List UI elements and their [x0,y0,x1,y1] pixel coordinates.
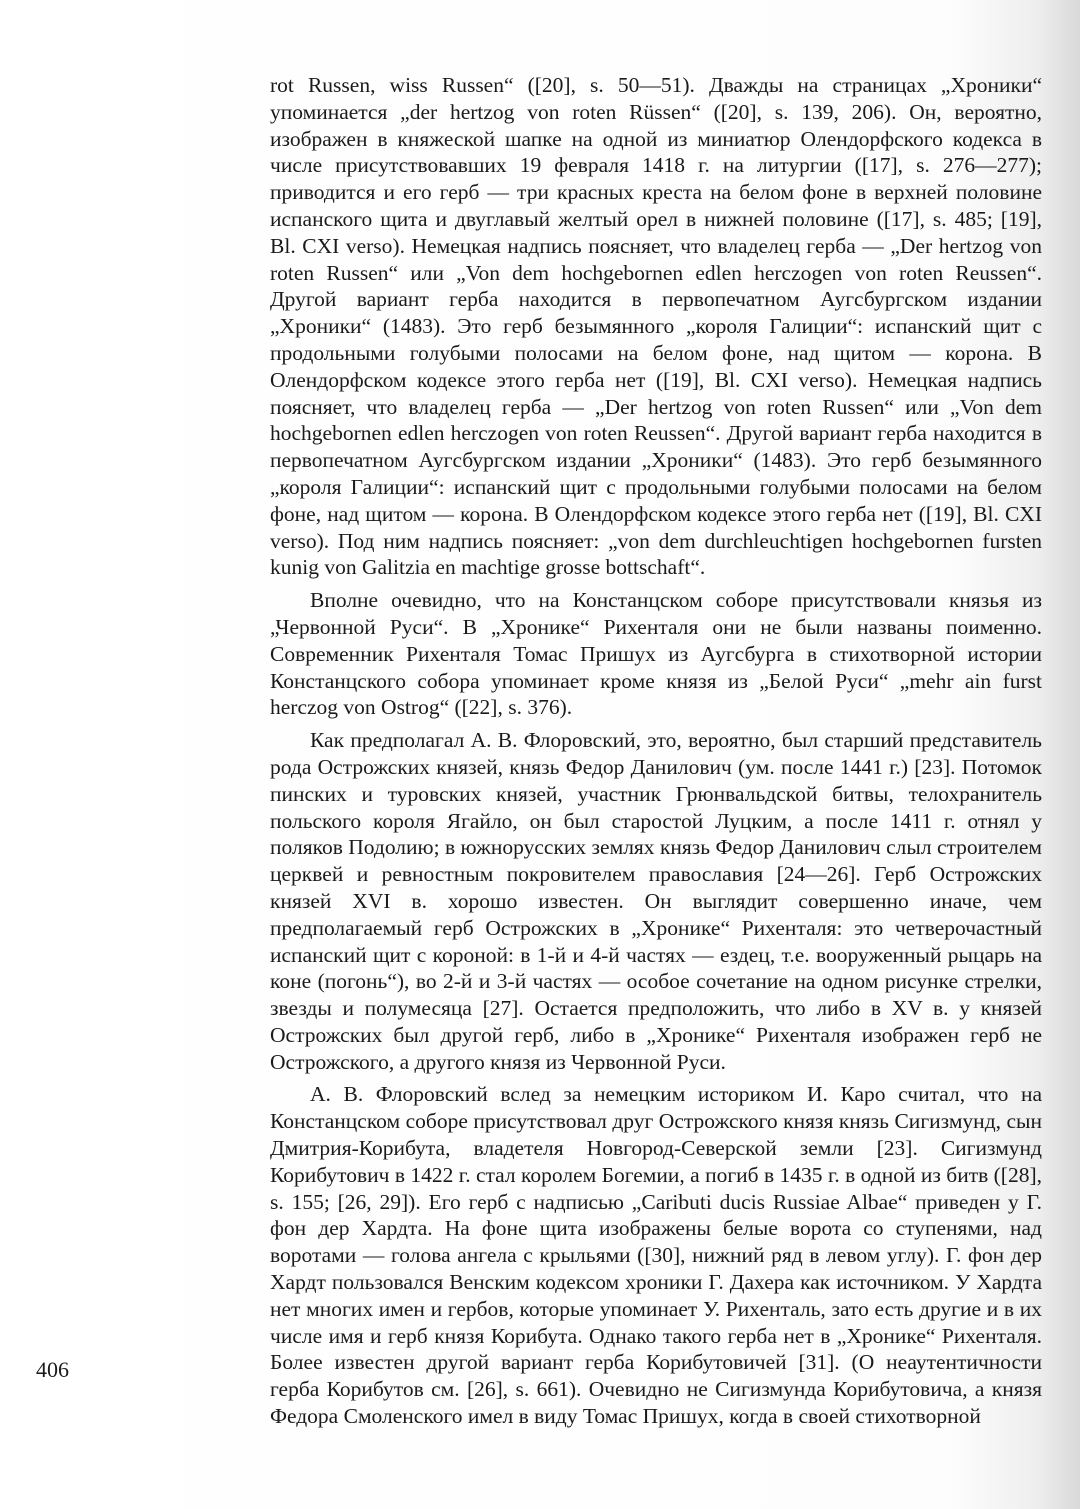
paragraph: rot Russen, wiss Russen“ ([20], s. 50—51). Дважды на страницах „Хроники“ упоминается „der hertzog von roten Rüssen“ ([20], s. 139, 206). Он, вероятно, изображен в княжеской шапке на одной из миниатюр Олендорфского кодекса в числе присутствовавших 19 февраля 1418 г. на литургии ([17], s. 276—277); приводится и его герб — три красных креста на белом фоне в верхней половине испанского щита и двуглавый желтый орел в нижней половине ([17], s. 485; [19], Bl. CXI verso). Немецкая надпись поясняет, что владелец герба — „Der hertzog von roten Russen“ или „Von dem hochgebornen edlen herczogen von roten Reussen“. Другой вариант герба находится в первопечатном Аугсбургском издании „Хроники“ (1483). Это герб безымянного „короля Галиции“: испанский щит с продольными голубыми полосами на белом фоне, над щитом — корона. В Олендорфском кодексе этого герба нет ([19], Bl. CXI verso). Немецкая надпись поясняет, что владелец герба — „Der hertzog von roten Russen“ или „Von dem hochgebornen edlen herczogen von roten Reussen“. Другой вариант герба находится в первопечатном Аугсбургском издании „Хроники“ (1483). Это герб безымянного „короля Галиции“: испанский щит с продольными голубыми полосами на белом фоне, над щитом — корона. В Олендорфском кодексе этого герба нет ([19], Bl. CXI verso). Под ним надпись поясняет: „von dem durchleuchtigen hochgebornen fursten kunig von Galitzia en machtige grosse bottschaft“. [270,73,1042,580]
page-number: 406 [36,1357,69,1382]
paragraph: Вполне очевидно, что на Констанцском соборе присутствовали князья из „Червонной Руси“. В „Хронике“ Рихенталя они не были названы поименно. Современник Рихенталя Томас Пришух из Аугсбурга в стихотворной истории Констанцского собора упоминает кроме князя из „Белой Руси“ „mehr ain furst herczog von Ostrog“ ([22], s. 376). [270,588,1042,720]
body-text [270,72,1042,1430]
paragraph: Как предполагал А. В. Флоровский, это, вероятно, был старший представитель рода Острожских князей, князь Федор Данилович (ум. после 1441 г.) [23]. Потомок пинских и туровских князей, участник Грюнвальдской битвы, телохранитель польского короля Ягайло, он был старостой Луцким, а после 1411 г. отнял у поляков Подолию; в южнорусских землях князь Федор Данилович слыл строителем церквей и ревностным покровителем православия [24—26]. Герб Острожских князей XVI в. хорошо известен. Он выглядит совершенно иначе, чем предполагаемый герб Острожских в „Хронике“ Рихенталя: это четверочастный испанский щит с короной: в 1-й и 4-й частях — ездец, т.е. вооруженный рыцарь на коне (погонь“), во 2-й и 3-й частях — особое сочетание на одном рисунке стрелки, звезды и полумесяца [27]. Остается предположить, что либо в XV в. у князей Острожских был другой герб, либо в „Хронике“ Рихенталя изображен герб не Острожского, а другого князя из Червонной Руси. [270,728,1042,1074]
paragraph: А. В. Флоровский вслед за немецким историком И. Каро считал, что на Констанцском соборе присутствовал друг Острожского князя князь Сигизмунд, сын Дмитрия-Корибута, владетеля Новгород-Северской земли [23]. Сигизмунд Корибутович в 1422 г. стал королем Богемии, а погиб в 1435 г. в одной из битв ([28], s. 155; [26, 29]). Его герб с надписью „Caributi ducis Russiae Albae“ приведен у Г. фон дер Хардта. На фоне щита изображены белые ворота со ступенями, над воротами — голова ангела с крыльями ([30], нижний ряд в левом углу). Г. фон дер Хардт пользовался Венским кодексом хроники Г. Дахера как источником. У Хардта нет многих имен и гербов, которые упоминает У. Рихенталь, зато есть другие и в их числе имя и герб князя Корибута. Однако такого герба нет в „Хронике“ Рихенталя. Более известен другой вариант герба Корибутовичей [31]. (О неаутентичности герба Корибутов см. [26], s. 661). Очевидно не Сигизмунда Корибутовича, а князя Федора Смоленского имел в виду Томас Пришух, когда в своей стихотворной [270,1082,1042,1429]
